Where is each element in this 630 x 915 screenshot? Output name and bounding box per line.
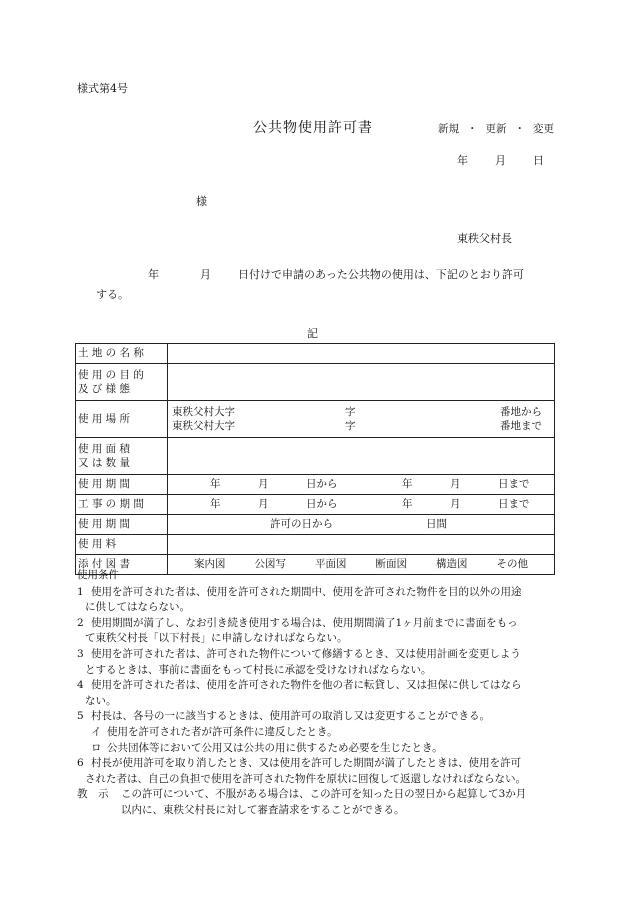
place-label: 使 用 場 所 bbox=[76, 401, 168, 438]
condition-item: 3 使用を許可された者は、許可された物件について修繕するとき、又は使用計画を変更しよう bbox=[77, 647, 521, 660]
land-name-label: 土 地 の 名 称 bbox=[76, 344, 168, 364]
table-row bbox=[76, 438, 555, 475]
notice-line: 教 示 この許可について、不服がある場合は、この許可を知った日の翌日から起算して3か月 bbox=[77, 787, 555, 803]
document-title: 公共物使用許可書 bbox=[253, 120, 373, 136]
table-row bbox=[76, 495, 555, 515]
use-period-label: 使 用 期 間 bbox=[76, 475, 168, 495]
table-row bbox=[76, 515, 555, 535]
ki-heading: 記 bbox=[307, 327, 318, 340]
body-year: 年 bbox=[148, 268, 159, 281]
table-row bbox=[76, 344, 555, 364]
body-line1-rest: 日付けで申請のあった公共物の使用は、下記のとおり許可 bbox=[238, 268, 524, 281]
area-label: 使 用 面 積 又 は 数 量 bbox=[76, 438, 168, 475]
table-row bbox=[76, 475, 555, 495]
use-period-value: 年 月 日から 年 月 日まで bbox=[168, 475, 555, 495]
condition-item-cont: とするときは、事前に書面をもって村長に承認を受けなければならない。 bbox=[85, 663, 432, 676]
drawing-item: その他 bbox=[496, 558, 528, 571]
purpose-value bbox=[168, 364, 555, 401]
form-number: 様式第4号 bbox=[77, 82, 128, 95]
conditions-section bbox=[77, 568, 555, 819]
condition-item: 6 村長が使用許可を取り消したとき、又は使用を許可した期間が満了したときは、使用を許可 bbox=[77, 757, 522, 770]
drawing-item: 構造図 bbox=[436, 558, 468, 571]
land-name-value bbox=[168, 344, 555, 364]
condition-item: 4 使用を許可された者は、使用を許可された物件を他の者に転貸し、又は担保に供してはなら bbox=[77, 679, 522, 692]
condition-item-cont: された者は、自己の負担で使用を許可された物件を原状に回復して返還しなければならない。 bbox=[85, 772, 526, 785]
notice-line-cont: 以内に、東秩父村長に対して審査請求をすることができる。 bbox=[121, 803, 405, 816]
type-renew: 更新 bbox=[485, 123, 507, 135]
drawing-item: 公図写 bbox=[254, 558, 286, 571]
table-row bbox=[76, 401, 555, 438]
area-value bbox=[168, 438, 555, 475]
fee-label: 使 用 料 bbox=[76, 535, 168, 555]
drawing-item: 断面図 bbox=[375, 558, 407, 571]
body-text-line2: する。 bbox=[96, 288, 129, 301]
type-separator: ・ bbox=[514, 123, 525, 135]
condition-sub-item: イ 使用を許可された者が許可条件に違反したとき。 bbox=[91, 725, 338, 738]
condition-item-cont: に供してはならない。 bbox=[85, 601, 190, 614]
body-text-line1 bbox=[148, 268, 524, 283]
conditions-title: 使用条件 bbox=[77, 569, 119, 581]
use-period2-label: 使 用 期 間 bbox=[76, 515, 168, 535]
condition-sub-item: ロ 公共団体等において公用又は公共の用に供するため必要を生じたとき。 bbox=[91, 741, 443, 754]
table-row bbox=[76, 364, 555, 401]
document-type-selector bbox=[438, 122, 554, 136]
work-period-value: 年 月 日から 年 月 日まで bbox=[168, 495, 555, 515]
addressee: 様 bbox=[196, 195, 207, 208]
date-month: 月 bbox=[495, 154, 506, 167]
table-row bbox=[76, 535, 555, 555]
condition-item-cont: て東秩父村長「以下村長」に申請しなければならない。 bbox=[85, 632, 348, 645]
notice-label: 教 示 bbox=[77, 788, 109, 801]
type-separator: ・ bbox=[467, 123, 478, 135]
condition-item: 2 使用期間が満了し、なお引き続き使用する場合は、使用期間満了1ヶ月前までに書面をもっ bbox=[77, 616, 518, 629]
issue-date bbox=[457, 154, 544, 169]
drawing-item: 案内図 bbox=[194, 558, 226, 571]
condition-item: 5 村長は、各号の一に該当するときは、使用許可の取消し又は変更することができる。 bbox=[77, 710, 490, 723]
permit-table bbox=[75, 343, 555, 575]
use-period2-value: 許可の日から 日間 bbox=[168, 515, 555, 535]
work-period-label: 工 事 の 期 間 bbox=[76, 495, 168, 515]
date-year: 年 bbox=[457, 154, 468, 167]
fee-value bbox=[168, 535, 555, 555]
condition-item: 1 使用を許可された者は、使用を許可された期間中、使用を許可された物件を目的以外の用途 bbox=[77, 585, 522, 598]
type-change: 変更 bbox=[533, 123, 554, 135]
type-new: 新規 bbox=[438, 123, 459, 135]
drawing-item: 平面図 bbox=[315, 558, 347, 571]
issuer: 東秩父村長 bbox=[457, 232, 512, 245]
purpose-label: 使 用 の 目 的 及 び 様 態 bbox=[76, 364, 168, 401]
place-value: 東秩父村大字 字 番地から 東秩父村大字 字 番地まで bbox=[168, 401, 555, 438]
date-day: 日 bbox=[533, 154, 544, 167]
condition-item-cont: ない。 bbox=[85, 694, 117, 707]
body-month: 月 bbox=[200, 268, 211, 281]
drawings-label: 添 付 図 書 bbox=[76, 555, 168, 575]
